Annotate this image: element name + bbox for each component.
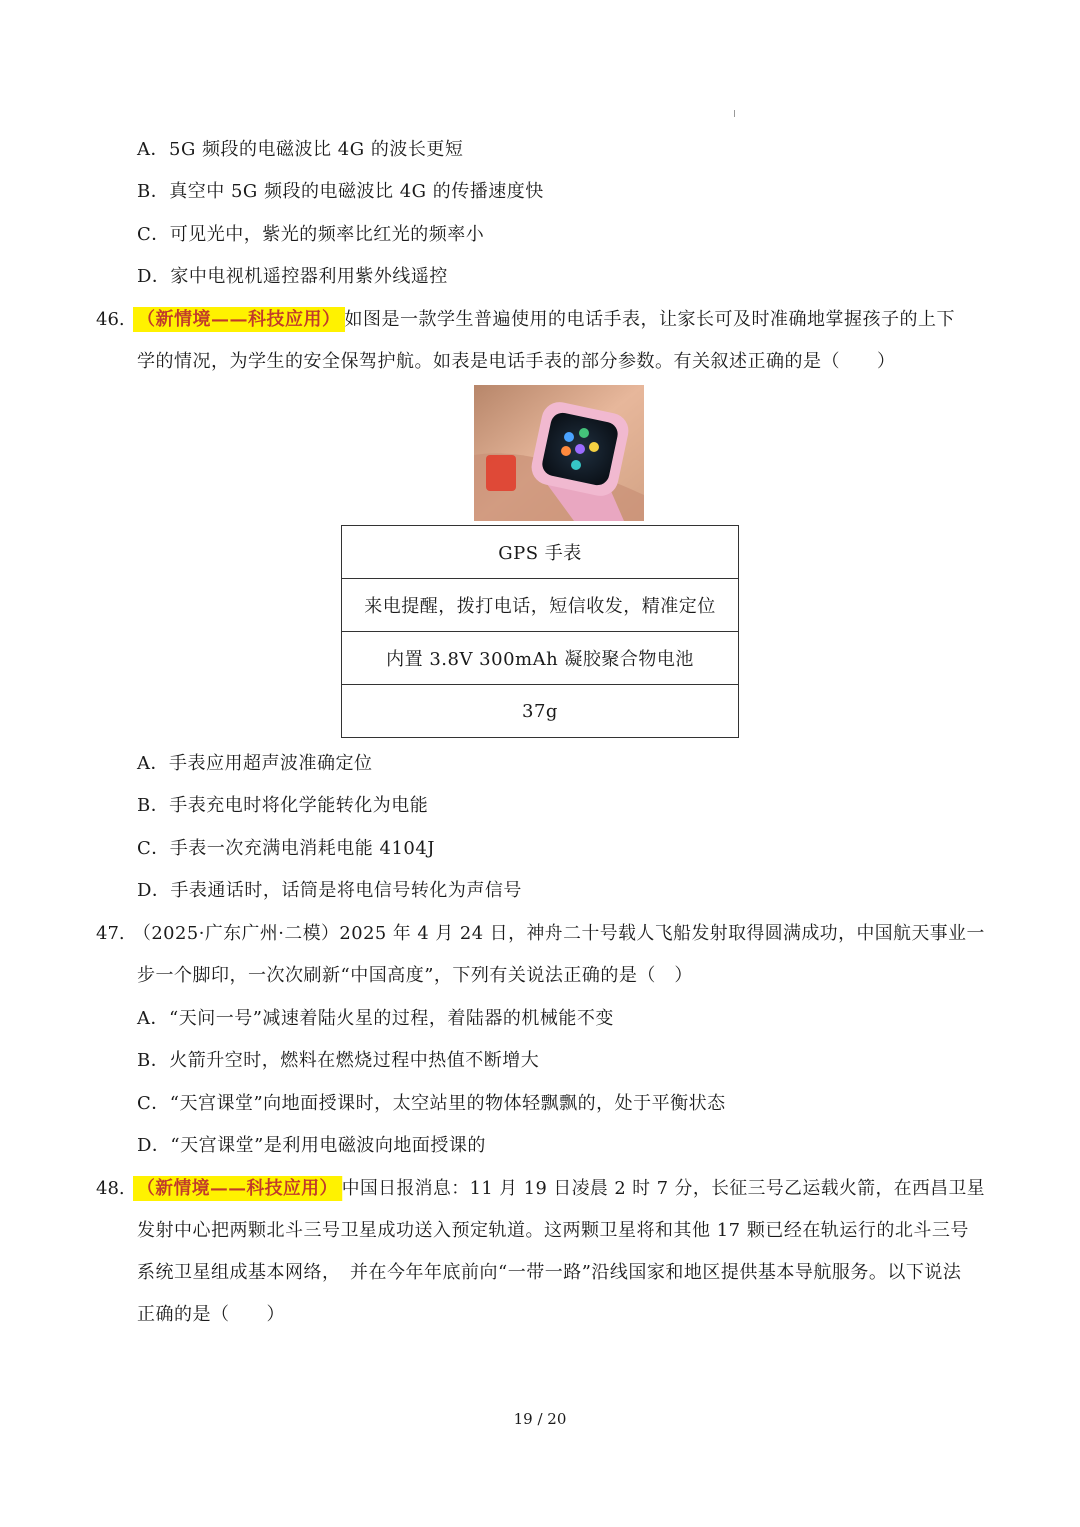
- q48-stem-line3: 系统卫星组成基本网络， 并在今年年底前向“一带一路”沿线国家和地区提供基本导航服务。以下说法: [137, 1262, 962, 1283]
- table-cell: 来电提醒，拨打电话，短信收发，精准定位: [342, 579, 739, 632]
- q47-option-c: C．“天宫课堂”向地面授课时，太空站里的物体轻飘飘的，处于平衡状态: [137, 1093, 726, 1114]
- corner-mark: [734, 110, 735, 117]
- q48-number: 48.: [96, 1178, 125, 1199]
- table-row: [342, 685, 739, 738]
- table-row: [342, 579, 739, 632]
- q47-number: 47.: [96, 923, 125, 944]
- watch-photo: [474, 385, 644, 521]
- watch-params-table: [341, 525, 739, 738]
- q46-stem-text1: 如图是一款学生普遍使用的电话手表，让家长可及时准确地掌握孩子的上下: [344, 309, 955, 330]
- q47-stem-line1: （2025·广东广州·二模）2025 年 4 月 24 日，神舟二十号载人飞船发射取得圆满成功，中国航天事业一: [133, 923, 985, 944]
- q46-tag: （新情境——科技应用）: [133, 307, 345, 332]
- q47-option-d: D．“天宫课堂”是利用电磁波向地面授课的: [137, 1135, 486, 1156]
- q46-option-d: D．手表通话时，话筒是将电信号转化为声信号: [137, 880, 522, 901]
- q48-stem-line4: 正确的是（ ）: [137, 1304, 285, 1325]
- q47-option-a: A．“天问一号”减速着陆火星的过程，着陆器的机械能不变: [137, 1008, 614, 1029]
- q45-option-a: A．5G 频段的电磁波比 4G 的波长更短: [137, 139, 464, 160]
- q48-stem-line2: 发射中心把两颗北斗三号卫星成功送入预定轨道。这两颗卫星将和其他 17 颗已经在轨运行的北斗三号: [137, 1220, 969, 1241]
- table-cell: 37g: [342, 685, 739, 738]
- q46-stem-line2: 学的情况，为学生的安全保驾护航。如表是电话手表的部分参数。有关叙述正确的是（ ）: [137, 351, 896, 372]
- q46-option-c: C．手表一次充满电消耗电能 4104J: [137, 838, 436, 859]
- q47-option-b: B．火箭升空时，燃料在燃烧过程中热值不断增大: [137, 1050, 540, 1071]
- q48-stem-line1: [133, 1176, 985, 1202]
- q48-tag: （新情境——科技应用）: [133, 1176, 342, 1201]
- q46-stem-line1: [133, 307, 955, 333]
- q46-option-b: B．手表充电时将化学能转化为电能: [137, 795, 429, 816]
- q45-option-c: C．可见光中，紫光的频率比红光的频率小: [137, 224, 485, 245]
- watch-illustration: [474, 385, 644, 521]
- page-number: 19 / 20: [513, 1410, 567, 1428]
- q46-number: 46.: [96, 309, 125, 330]
- q45-option-d: D．家中电视机遥控器利用紫外线遥控: [137, 266, 448, 287]
- table-cell: GPS 手表: [342, 526, 739, 579]
- q47-stem-line2: 步一个脚印，一次次刷新“中国高度”，下列有关说法正确的是（ ）: [137, 965, 693, 986]
- q48-stem-text1: 中国日报消息：11 月 19 日凌晨 2 时 7 分，长征三号乙运载火箭，在西昌卫星: [341, 1178, 986, 1199]
- q46-option-a: A．手表应用超声波准确定位: [137, 753, 373, 774]
- table-cell: 内置 3.8V 300mAh 凝胶聚合物电池: [342, 632, 739, 685]
- table-row: [342, 632, 739, 685]
- q45-option-b: B．真空中 5G 频段的电磁波比 4G 的传播速度快: [137, 181, 544, 202]
- table-row: [342, 526, 739, 579]
